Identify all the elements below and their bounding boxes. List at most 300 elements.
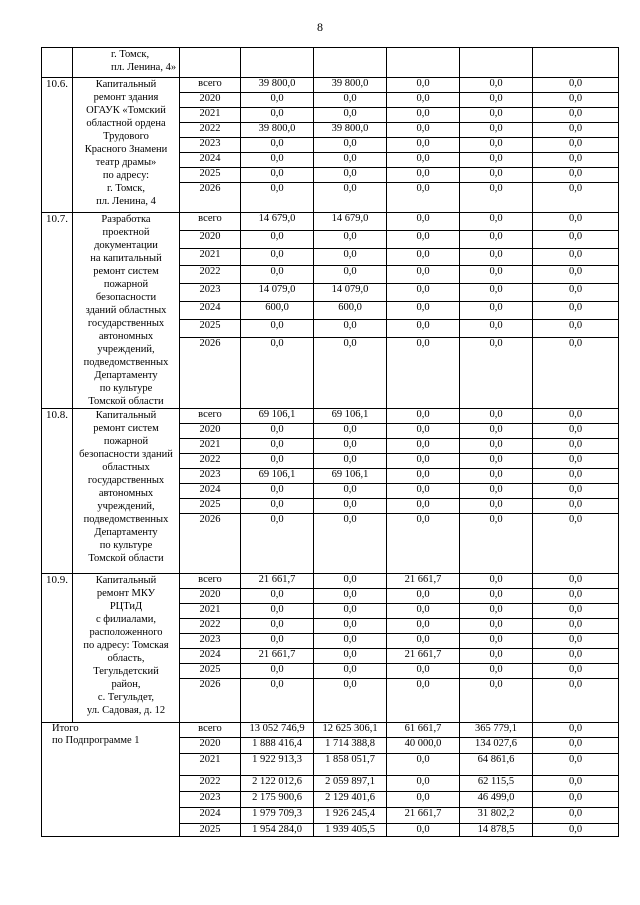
value-cell: 21 661,7 — [387, 574, 460, 589]
value-cell: 0,0 — [533, 230, 619, 248]
value-cell: 1 979 709,3 — [241, 808, 314, 824]
value-cell: 0,0 — [314, 424, 387, 439]
value-cell: 1 922 913,3 — [241, 754, 314, 776]
value-cell: 0,0 — [387, 266, 460, 284]
text-line: район, — [111, 679, 141, 690]
value-cell: 0,0 — [533, 738, 619, 754]
value-cell: 0,0 — [460, 319, 533, 337]
text-line: безопасности — [95, 292, 157, 303]
text-line: ОГАУК «Томский — [86, 105, 166, 116]
year-cell: 2022 — [180, 619, 241, 634]
value-cell: 0,0 — [241, 230, 314, 248]
value-cell: 0,0 — [387, 604, 460, 619]
value-cell: 0,0 — [314, 604, 387, 619]
value-cell: 0,0 — [314, 93, 387, 108]
value-cell: 0,0 — [241, 319, 314, 337]
section-name — [73, 213, 180, 409]
text-line: г. Томск, — [106, 183, 146, 194]
value-cell: 0,0 — [241, 266, 314, 284]
year-cell: 2024 — [180, 153, 241, 168]
text-line: Разработка — [101, 214, 151, 225]
value-cell: 0,0 — [241, 248, 314, 266]
value-cell: 0,0 — [387, 469, 460, 484]
year-cell: 2026 — [180, 514, 241, 574]
section-name — [73, 409, 180, 574]
value-cell: 12 625 306,1 — [314, 723, 387, 738]
text-line: расположенного — [89, 627, 163, 638]
budget-table — [41, 47, 619, 837]
value-cell: 61 661,7 — [387, 723, 460, 738]
year-cell: 2021 — [180, 108, 241, 123]
year-cell: всего — [180, 574, 241, 589]
value-cell: 0,0 — [387, 634, 460, 649]
year-cell: 2021 — [180, 754, 241, 776]
value-cell: 0,0 — [533, 514, 619, 574]
year-cell: 2022 — [180, 776, 241, 792]
text-line: по культуре — [99, 540, 153, 551]
year-cell: 2023 — [180, 792, 241, 808]
value-cell: 0,0 — [314, 138, 387, 153]
value-cell: 0,0 — [533, 319, 619, 337]
num-cell — [42, 48, 73, 78]
value-cell: 0,0 — [314, 337, 387, 408]
value-cell: 600,0 — [314, 302, 387, 320]
text-line: Капитальный — [95, 410, 157, 421]
value-cell: 0,0 — [460, 679, 533, 723]
year-cell: всего — [180, 78, 241, 93]
text-line: ремонт здания — [93, 92, 159, 103]
value-cell: 0,0 — [460, 589, 533, 604]
empty-cell — [533, 48, 619, 78]
value-cell: 1 858 051,7 — [314, 754, 387, 776]
year-cell: 2024 — [180, 808, 241, 824]
value-cell: 0,0 — [533, 574, 619, 589]
text-line: государственных — [87, 475, 165, 486]
total-row — [42, 723, 619, 738]
value-cell: 14 679,0 — [314, 213, 387, 231]
table-body — [42, 48, 619, 837]
value-cell: 0,0 — [387, 168, 460, 183]
section-number: 10.8. — [42, 409, 73, 574]
year-cell: 2021 — [180, 439, 241, 454]
value-cell: 0,0 — [460, 499, 533, 514]
value-cell: 2 129 401,6 — [314, 792, 387, 808]
value-cell: 0,0 — [533, 266, 619, 284]
value-cell: 14 079,0 — [314, 284, 387, 302]
value-cell: 1 954 284,0 — [241, 824, 314, 837]
empty-cell — [180, 48, 241, 78]
year-cell: 2026 — [180, 679, 241, 723]
value-cell: 0,0 — [460, 230, 533, 248]
value-cell: 0,0 — [460, 138, 533, 153]
value-cell: 0,0 — [533, 337, 619, 408]
value-cell: 0,0 — [387, 776, 460, 792]
value-cell: 0,0 — [387, 679, 460, 723]
value-cell: 0,0 — [460, 108, 533, 123]
table-row — [42, 78, 619, 93]
value-cell: 0,0 — [387, 302, 460, 320]
value-cell: 0,0 — [533, 409, 619, 424]
value-cell: 21 661,7 — [241, 649, 314, 664]
value-cell: 0,0 — [241, 424, 314, 439]
value-cell: 0,0 — [241, 183, 314, 213]
text-line: с. Тегульдет, — [97, 692, 155, 703]
value-cell: 21 661,7 — [241, 574, 314, 589]
year-cell: 2022 — [180, 123, 241, 138]
value-cell: 0,0 — [387, 454, 460, 469]
text-line: по адресу: — [102, 170, 150, 181]
value-cell: 0,0 — [533, 604, 619, 619]
text-line: ул. Садовая, д. 12 — [86, 705, 166, 716]
year-cell: 2025 — [180, 319, 241, 337]
text-line: Департаменту — [94, 370, 158, 381]
text-line: пожарной — [103, 279, 149, 290]
value-cell: 0,0 — [387, 337, 460, 408]
text-line: на капитальный — [90, 253, 162, 264]
value-cell: 0,0 — [387, 514, 460, 574]
text-line: областных — [102, 462, 150, 473]
value-cell: 0,0 — [533, 213, 619, 231]
value-cell: 0,0 — [387, 484, 460, 499]
value-cell: 0,0 — [314, 230, 387, 248]
value-cell: 0,0 — [460, 93, 533, 108]
text-line: пожарной — [103, 436, 149, 447]
year-cell: 2020 — [180, 738, 241, 754]
value-cell: 69 106,1 — [241, 469, 314, 484]
value-cell: 0,0 — [533, 824, 619, 837]
value-cell: 0,0 — [387, 619, 460, 634]
value-cell: 0,0 — [533, 108, 619, 123]
value-cell: 0,0 — [460, 409, 533, 424]
value-cell: 134 027,6 — [460, 738, 533, 754]
value-cell: 0,0 — [533, 138, 619, 153]
value-cell: 2 175 900,6 — [241, 792, 314, 808]
value-cell: 0,0 — [241, 484, 314, 499]
value-cell: 62 115,5 — [460, 776, 533, 792]
value-cell: 0,0 — [387, 183, 460, 213]
name-cell — [73, 48, 180, 78]
value-cell: 0,0 — [460, 469, 533, 484]
year-cell: 2026 — [180, 183, 241, 213]
value-cell: 69 106,1 — [314, 469, 387, 484]
value-cell: 0,0 — [387, 213, 460, 231]
year-cell: 2025 — [180, 824, 241, 837]
value-cell: 0,0 — [533, 776, 619, 792]
value-cell: 0,0 — [314, 108, 387, 123]
value-cell: 0,0 — [387, 284, 460, 302]
value-cell: 0,0 — [241, 679, 314, 723]
value-cell: 0,0 — [460, 168, 533, 183]
value-cell: 0,0 — [314, 439, 387, 454]
section-number: 10.7. — [42, 213, 73, 409]
value-cell: 0,0 — [241, 454, 314, 469]
value-cell: 0,0 — [314, 266, 387, 284]
value-cell: 21 661,7 — [387, 649, 460, 664]
text-line: г. Томск, — [111, 49, 150, 60]
text-line: по культуре — [99, 383, 153, 394]
value-cell: 0,0 — [533, 153, 619, 168]
section-name — [73, 574, 180, 723]
year-cell: 2025 — [180, 664, 241, 679]
value-cell: 0,0 — [387, 409, 460, 424]
value-cell: 14 878,5 — [460, 824, 533, 837]
empty-cell — [387, 48, 460, 78]
text-line: пл. Ленина, 4» — [111, 62, 177, 73]
text-line: Трудового — [103, 131, 149, 142]
text-line: Капитальный — [95, 575, 157, 586]
value-cell: 0,0 — [533, 439, 619, 454]
text-line: подведомственных — [83, 514, 169, 525]
year-cell: 2026 — [180, 337, 241, 408]
text-line: Капитальный — [95, 79, 157, 90]
value-cell: 0,0 — [387, 123, 460, 138]
value-cell: 0,0 — [387, 499, 460, 514]
year-cell: 2025 — [180, 168, 241, 183]
value-cell: 0,0 — [533, 284, 619, 302]
section-number: 10.6. — [42, 78, 73, 213]
year-cell: всего — [180, 723, 241, 738]
value-cell: 0,0 — [533, 664, 619, 679]
value-cell: 1 926 245,4 — [314, 808, 387, 824]
value-cell: 0,0 — [533, 619, 619, 634]
text-line: область, — [107, 653, 145, 664]
value-cell: 1 939 405,5 — [314, 824, 387, 837]
value-cell: 69 106,1 — [241, 409, 314, 424]
total-label-line: по Подпрограмме 1 — [52, 735, 140, 746]
value-cell: 0,0 — [314, 499, 387, 514]
value-cell: 0,0 — [314, 153, 387, 168]
year-cell: 2024 — [180, 302, 241, 320]
section-name — [73, 78, 180, 213]
value-cell: 0,0 — [460, 634, 533, 649]
value-cell: 39 800,0 — [241, 78, 314, 93]
value-cell: 0,0 — [460, 484, 533, 499]
value-cell: 0,0 — [533, 123, 619, 138]
text-line: Томской области — [88, 553, 164, 564]
value-cell: 13 052 746,9 — [241, 723, 314, 738]
year-cell: 2023 — [180, 284, 241, 302]
value-cell: 0,0 — [460, 337, 533, 408]
value-cell: 0,0 — [533, 168, 619, 183]
year-cell: 2020 — [180, 93, 241, 108]
text-line: документации — [94, 240, 158, 251]
value-cell: 0,0 — [533, 679, 619, 723]
text-line: зданий областных — [85, 305, 167, 316]
value-cell: 39 800,0 — [314, 78, 387, 93]
text-line: ремонт систем — [93, 423, 159, 434]
value-cell: 0,0 — [533, 792, 619, 808]
value-cell: 64 861,6 — [460, 754, 533, 776]
value-cell: 0,0 — [460, 123, 533, 138]
value-cell: 1 888 416,4 — [241, 738, 314, 754]
value-cell: 69 106,1 — [314, 409, 387, 424]
total-label-line: Итого — [52, 723, 79, 734]
value-cell: 0,0 — [533, 808, 619, 824]
value-cell: 39 800,0 — [241, 123, 314, 138]
value-cell: 0,0 — [387, 248, 460, 266]
value-cell: 0,0 — [460, 604, 533, 619]
text-line: Томской области — [88, 396, 164, 407]
value-cell: 0,0 — [460, 78, 533, 93]
value-cell: 0,0 — [387, 424, 460, 439]
value-cell: 0,0 — [241, 337, 314, 408]
empty-cell — [314, 48, 387, 78]
value-cell: 0,0 — [533, 248, 619, 266]
value-cell: 0,0 — [533, 424, 619, 439]
value-cell: 0,0 — [314, 319, 387, 337]
value-cell: 0,0 — [533, 754, 619, 776]
text-line: учреждений, — [97, 501, 155, 512]
text-line: пл. Ленина, 4 — [96, 196, 156, 207]
year-cell: 2022 — [180, 454, 241, 469]
value-cell: 0,0 — [314, 634, 387, 649]
value-cell: 0,0 — [241, 439, 314, 454]
value-cell: 0,0 — [314, 168, 387, 183]
value-cell: 0,0 — [533, 183, 619, 213]
value-cell: 0,0 — [387, 792, 460, 808]
text-line: Департаменту — [94, 527, 158, 538]
value-cell: 0,0 — [241, 168, 314, 183]
value-cell: 0,0 — [314, 649, 387, 664]
value-cell: 0,0 — [387, 824, 460, 837]
value-cell: 14 079,0 — [241, 284, 314, 302]
value-cell: 0,0 — [387, 754, 460, 776]
value-cell: 0,0 — [387, 78, 460, 93]
value-cell: 0,0 — [460, 619, 533, 634]
section-number: 10.9. — [42, 574, 73, 723]
value-cell: 0,0 — [314, 679, 387, 723]
value-cell: 0,0 — [533, 469, 619, 484]
value-cell: 365 779,1 — [460, 723, 533, 738]
value-cell: 0,0 — [533, 634, 619, 649]
value-cell: 0,0 — [533, 454, 619, 469]
value-cell: 0,0 — [460, 284, 533, 302]
text-line: подведомственных — [83, 357, 169, 368]
value-cell: 0,0 — [314, 514, 387, 574]
empty-cell — [241, 48, 314, 78]
text-line: учреждений, — [97, 344, 155, 355]
table-row — [42, 213, 619, 231]
value-cell: 0,0 — [241, 514, 314, 574]
year-cell: 2020 — [180, 424, 241, 439]
value-cell: 0,0 — [387, 230, 460, 248]
value-cell: 0,0 — [314, 484, 387, 499]
year-cell: 2023 — [180, 469, 241, 484]
text-line: проектной — [102, 227, 150, 238]
value-cell: 0,0 — [387, 93, 460, 108]
year-cell: 2023 — [180, 138, 241, 153]
table-row — [42, 409, 619, 424]
text-line: безопасности зданий — [79, 449, 173, 460]
value-cell: 0,0 — [460, 302, 533, 320]
text-line: с филиалами, — [95, 614, 157, 625]
value-cell: 0,0 — [387, 108, 460, 123]
text-line: Красного Знамени — [84, 144, 168, 155]
year-cell: 2020 — [180, 589, 241, 604]
text-line: ремонт систем — [93, 266, 159, 277]
value-cell: 46 499,0 — [460, 792, 533, 808]
value-cell: 0,0 — [314, 248, 387, 266]
value-cell: 0,0 — [241, 634, 314, 649]
value-cell: 0,0 — [314, 183, 387, 213]
text-line: автономных — [98, 488, 154, 499]
value-cell: 0,0 — [533, 723, 619, 738]
value-cell: 0,0 — [387, 664, 460, 679]
text-line: ремонт МКУ — [96, 588, 156, 599]
value-cell: 0,0 — [387, 153, 460, 168]
value-cell: 0,0 — [460, 266, 533, 284]
value-cell: 0,0 — [460, 574, 533, 589]
value-cell: 2 059 897,1 — [314, 776, 387, 792]
text-line: автономных — [98, 331, 154, 342]
year-cell: 2024 — [180, 649, 241, 664]
year-cell: 2022 — [180, 266, 241, 284]
value-cell: 0,0 — [241, 589, 314, 604]
value-cell: 0,0 — [241, 619, 314, 634]
value-cell: 0,0 — [241, 664, 314, 679]
table-row — [42, 574, 619, 589]
year-cell: 2020 — [180, 230, 241, 248]
year-cell: 2024 — [180, 484, 241, 499]
value-cell: 0,0 — [387, 439, 460, 454]
value-cell: 0,0 — [460, 213, 533, 231]
value-cell: 0,0 — [460, 454, 533, 469]
value-cell: 0,0 — [460, 153, 533, 168]
value-cell: 0,0 — [241, 153, 314, 168]
value-cell: 0,0 — [460, 649, 533, 664]
page-number: 8 — [317, 20, 323, 34]
value-cell: 1 714 388,8 — [314, 738, 387, 754]
value-cell: 14 679,0 — [241, 213, 314, 231]
value-cell: 0,0 — [241, 93, 314, 108]
text-line: государственных — [87, 318, 165, 329]
value-cell: 0,0 — [460, 514, 533, 574]
year-cell: 2021 — [180, 248, 241, 266]
value-cell: 2 122 012,6 — [241, 776, 314, 792]
empty-cell — [460, 48, 533, 78]
value-cell: 0,0 — [241, 138, 314, 153]
value-cell: 0,0 — [533, 589, 619, 604]
value-cell: 0,0 — [387, 138, 460, 153]
value-cell: 39 800,0 — [314, 123, 387, 138]
value-cell: 0,0 — [314, 574, 387, 589]
value-cell: 600,0 — [241, 302, 314, 320]
value-cell: 0,0 — [533, 649, 619, 664]
text-line: Тегульдетский — [93, 666, 159, 677]
value-cell: 0,0 — [241, 108, 314, 123]
year-cell: 2025 — [180, 499, 241, 514]
value-cell: 0,0 — [314, 619, 387, 634]
value-cell: 0,0 — [314, 454, 387, 469]
value-cell: 40 000,0 — [387, 738, 460, 754]
value-cell: 0,0 — [533, 484, 619, 499]
value-cell: 0,0 — [387, 589, 460, 604]
year-cell: всего — [180, 409, 241, 424]
text-line: областной ордена — [86, 118, 166, 129]
value-cell: 0,0 — [314, 589, 387, 604]
value-cell: 0,0 — [241, 604, 314, 619]
value-cell: 0,0 — [460, 183, 533, 213]
text-line: РЦТиД — [109, 601, 143, 612]
value-cell: 0,0 — [533, 499, 619, 514]
value-cell: 31 802,2 — [460, 808, 533, 824]
value-cell: 0,0 — [533, 93, 619, 108]
value-cell: 0,0 — [533, 302, 619, 320]
continuation-row — [42, 48, 619, 78]
text-line: театр драмы» — [95, 157, 157, 168]
year-cell: 2021 — [180, 604, 241, 619]
value-cell: 0,0 — [460, 664, 533, 679]
